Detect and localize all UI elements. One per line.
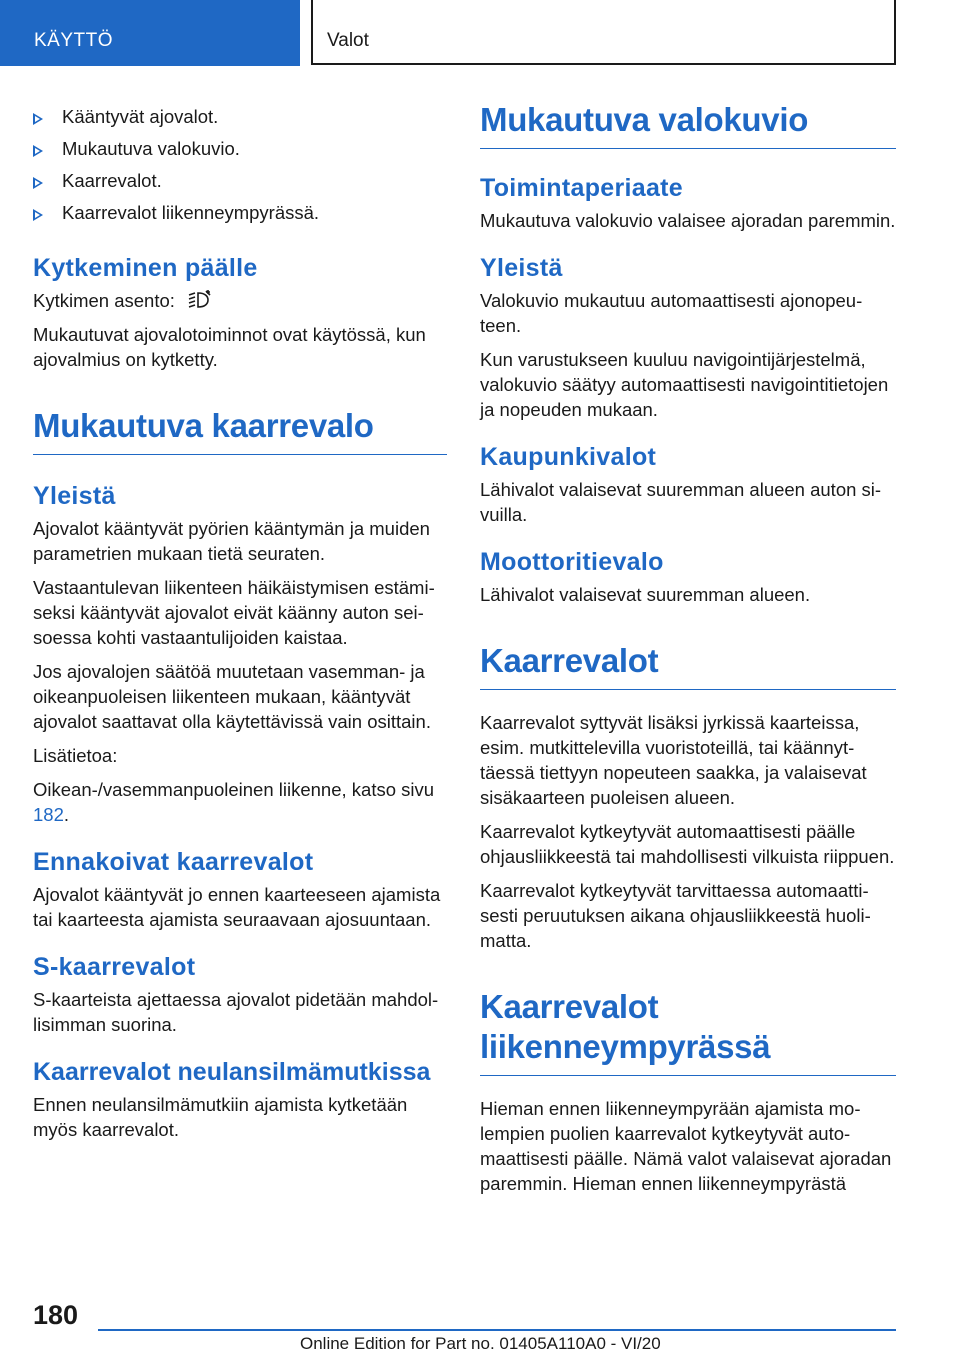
right-column	[480, 100, 896, 1205]
page-number: 180	[33, 1300, 79, 1330]
adaptive-pattern-heading: Mukautuva valokuvio	[480, 100, 896, 149]
list-item: Kaarrevalot liikenneympyrässä.	[33, 200, 447, 225]
paragraph: Ajovalot kääntyvät pyörien kääntymän ja muiden parametrien mukaan tietä seuraten.	[33, 518, 430, 564]
switch-position-text: Kytkimen asento:	[33, 288, 447, 313]
roundabout-heading: Kaarrevalot liikenneympyrässä	[480, 987, 896, 1076]
list-item: Kääntyvät ajovalot.	[33, 104, 447, 129]
page-reference-link[interactable]: 182	[33, 804, 64, 825]
paragraph: Ennen neulansilmämutkiin ajamista kytketään myös kaarrevalot.	[33, 1094, 408, 1140]
footer-divider	[98, 1329, 896, 1331]
triangle-bullet-icon	[33, 113, 43, 125]
list-item: Mukautuva valokuvio.	[33, 136, 447, 161]
hairpin-heading: Kaarrevalot neulansilmämutkissa	[33, 1058, 431, 1086]
paragraph: Vastaantulevan liikenteen häikäistymisen estämiseksi kääntyvät ajovalot eivät käänny auton seisoessa kohti vastaantulijoiden kaistaa.	[33, 577, 435, 648]
paragraph: Kaarrevalot syttyvät lisäksi jyrkissä kaarteissa, esim. mutkittelevilla vuoristoteillä, tai käännyttäessä tiettyyn nopeuteen saakka, ja valaisevat sisäkaarteen puoleisen alueen.	[480, 712, 867, 808]
left-column	[33, 100, 447, 1151]
general-heading: Yleistä	[33, 482, 116, 510]
more-info-label: Lisätietoa:	[33, 745, 118, 766]
paragraph: Ajovalot kääntyvät jo ennen kaarteeseen ajamista tai kaarteesta ajamista seuraavaan ajosuuntaan.	[33, 884, 441, 930]
cross-reference: Oikean-/vasemmanpuoleinen liikenne, katso sivu 182.	[33, 779, 435, 825]
triangle-bullet-icon	[33, 145, 43, 157]
cornering-light-heading: Kaarrevalot	[480, 641, 896, 690]
paragraph: Valokuvio mukautuu automaattisesti ajonopeuteen.	[480, 290, 863, 336]
predictive-heading: Ennakoivat kaarrevalot	[33, 848, 314, 876]
feature-list	[33, 104, 447, 225]
switch-on-heading: Kytkeminen päälle	[33, 254, 258, 282]
paragraph: Kun varustukseen kuuluu navigointijärjestelmä, valokuvio säätyy automaattisesti navigointitietojen ja nopeuden mukaan.	[480, 349, 889, 420]
page-header	[0, 0, 960, 66]
paragraph: Jos ajovalojen säätöä muutetaan vasemman- ja oikeanpuoleisen liikenteen mukaan, kääntyvät ajovalot saattavat olla käytettävissä vain osittain.	[33, 661, 431, 732]
chapter-tab: Valot	[311, 0, 896, 65]
paragraph: Lähivalot valaisevat suuremman alueen.	[480, 584, 811, 605]
paragraph: Kaarrevalot kytkeytyvät tarvittaessa automaattisesti peruutuksen aikana ohjausliikkeestä huolimatta.	[480, 880, 871, 951]
principle-heading: Toimintaperiaate	[480, 174, 683, 202]
highway-light-heading: Moottoritievalo	[480, 548, 664, 576]
city-light-heading: Kaupunkivalot	[480, 443, 657, 471]
paragraph: S-kaarteista ajettaessa ajovalot pidetään mahdollisimman suorina.	[33, 989, 439, 1035]
paragraph: Lähivalot valaisevat suuremman alueen auton sivuilla.	[480, 479, 882, 525]
edition-note: Online Edition for Part no. 01405A110A0 - VI/20	[300, 1334, 661, 1353]
triangle-bullet-icon	[33, 209, 43, 221]
switch-on-text: Mukautuvat ajovalotoiminnot ovat käytössä, kun ajovalmius on kytketty.	[33, 324, 426, 370]
paragraph: Kaarrevalot kytkeytyvät automaattisesti päälle ohjausliikkeestä tai mahdollisesti vilkuista riippuen.	[480, 821, 895, 867]
triangle-bullet-icon	[33, 177, 43, 189]
general-heading: Yleistä	[480, 254, 563, 282]
paragraph: Hieman ennen liikenneympyrään ajamista molempien puolien kaarrevalot kytkeytyvät automaattisesti päälle. Nämä valot valaisevat ajoradan paremmin. Hieman ennen liikenneympyrästä	[480, 1098, 892, 1194]
s-curve-heading: S-kaarrevalot	[33, 953, 196, 981]
adaptive-curve-heading: Mukautuva kaarrevalo	[33, 406, 447, 455]
headlight-switch-icon	[186, 289, 214, 311]
list-item: Kaarrevalot.	[33, 168, 447, 193]
paragraph: Mukautuva valokuvio valaisee ajoradan paremmin.	[480, 210, 896, 231]
section-tab: KÄYTTÖ	[0, 0, 300, 66]
